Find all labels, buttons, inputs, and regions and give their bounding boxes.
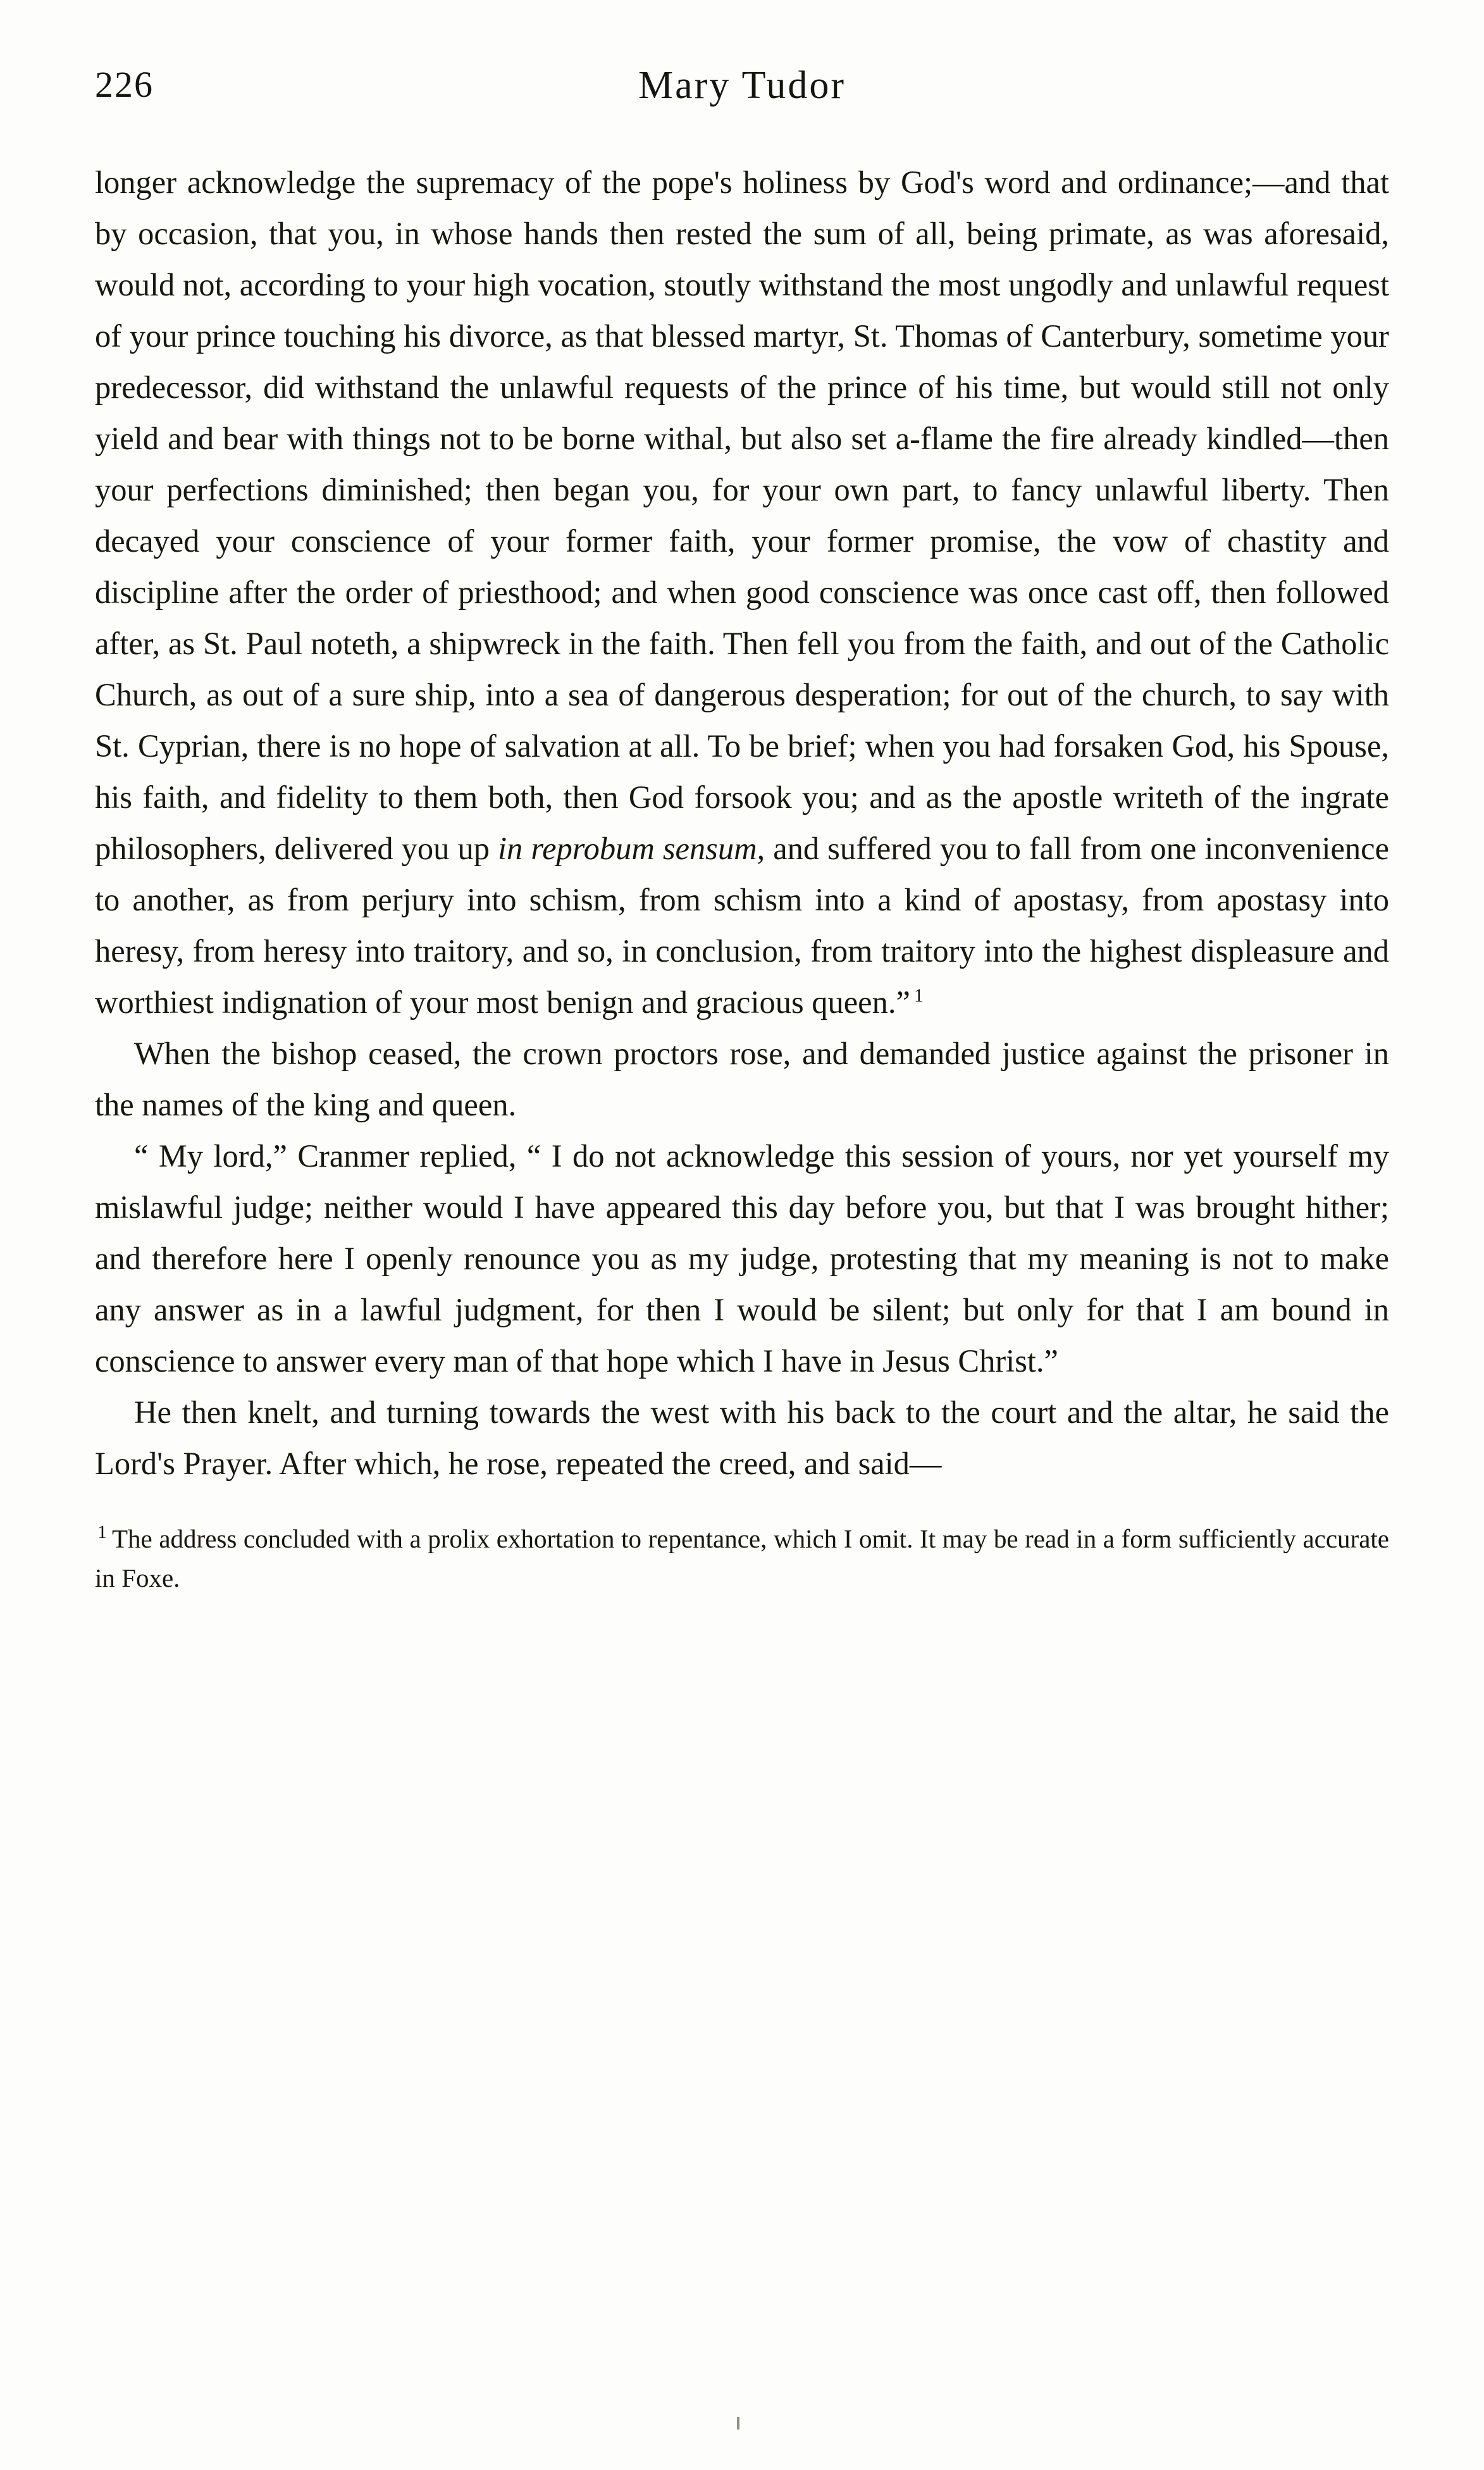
footnote-marker: 1 [97, 1522, 107, 1543]
running-head-title: Mary Tudor [638, 64, 846, 107]
latin-phrase: in reprobum sensum, [498, 831, 765, 866]
paragraph-bishop-speech [95, 157, 1389, 1028]
body-text [95, 157, 1389, 1489]
page-content [95, 63, 1389, 1596]
page-header [95, 63, 1389, 146]
paragraph-text: longer acknowledge the supremacy of the pope's holiness by God's word and ordinance;—and that by occasion, that you, in whose hands then rested the sum of all, being primate, as was aforesaid, would not, according to your high vocation, stoutly withstand the most ungodly and unlawful request of your prince touching his divorce, as that blessed martyr, St. Thomas of Canterbury, sometime your predecessor, did withstand the unlawful requests of the prince of his time, but would still not only yield and bear with things not to be borne withal, but also set a-flame the fire already kindled—then your perfections diminished; then began you, for your own part, to fancy unlawful liberty. Then decayed your conscience of your former faith, your former promise, the vow of chastity and discipline after the order of priesthood; and when good conscience was once cast off, then followed after, as St. Paul noteth, a shipwreck in the faith. Then fell you from the faith, and out of the Catholic Church, as out of a sure ship, into a sea of dangerous desperation; for out of the church, to say with St. Cyprian, there is no hope of salvation at all. To be brief; when you had forsaken God, his Spouse, his faith, and fidelity to them both, then God forsook you; and as the apostle writeth of the ingrate philosophers, delivered you up [95, 164, 1389, 866]
footnote [95, 1521, 1389, 1596]
page-number: 226 [95, 64, 154, 105]
footnote-text: The address concluded with a prolix exhortation to repentance, which I omit. It may be read in a form sufficiently accurate in Foxe. [95, 1524, 1389, 1592]
paragraph-knelt [95, 1387, 1389, 1489]
paragraph-cranmer-reply [95, 1131, 1389, 1387]
paragraph-crown-proctors [95, 1028, 1389, 1131]
paragraph-text: He then knelt, and turning towards the west with his back to the court and the altar, he said the Lord's Prayer. After which, he rose, repeated the creed, and said— [95, 1394, 1389, 1481]
page-bottom-mark [737, 2417, 739, 2430]
paragraph-text: When the bishop ceased, the crown proctors rose, and demanded justice against the prisoner in the names of the king and queen. [95, 1036, 1389, 1122]
paragraph-text-cont: and suffered you to fall from one inconvenience to another, as from perjury into schism, from schism into a kind of apostasy, from apostasy into heresy, from heresy into traitory, and so, in conclusion, from traitory into the highest displeasure and worthiest indignation of your most benign and gracious queen.” [95, 831, 1390, 1020]
footnote-reference: 1 [913, 985, 924, 1007]
paragraph-text: “ My lord,” Cranmer replied, “ I do not acknowledge this session of yours, nor yet yourself my mislawful judge; neither would I have appeared this day before you, but that I was brought hither; and therefore here I openly renounce you as my judge, protesting that my meaning is not to make any answer as in a lawful judgment, for then I would be silent; but only for that I am bound in conscience to answer every man of that hope which I have in Jesus Christ.” [95, 1138, 1389, 1379]
